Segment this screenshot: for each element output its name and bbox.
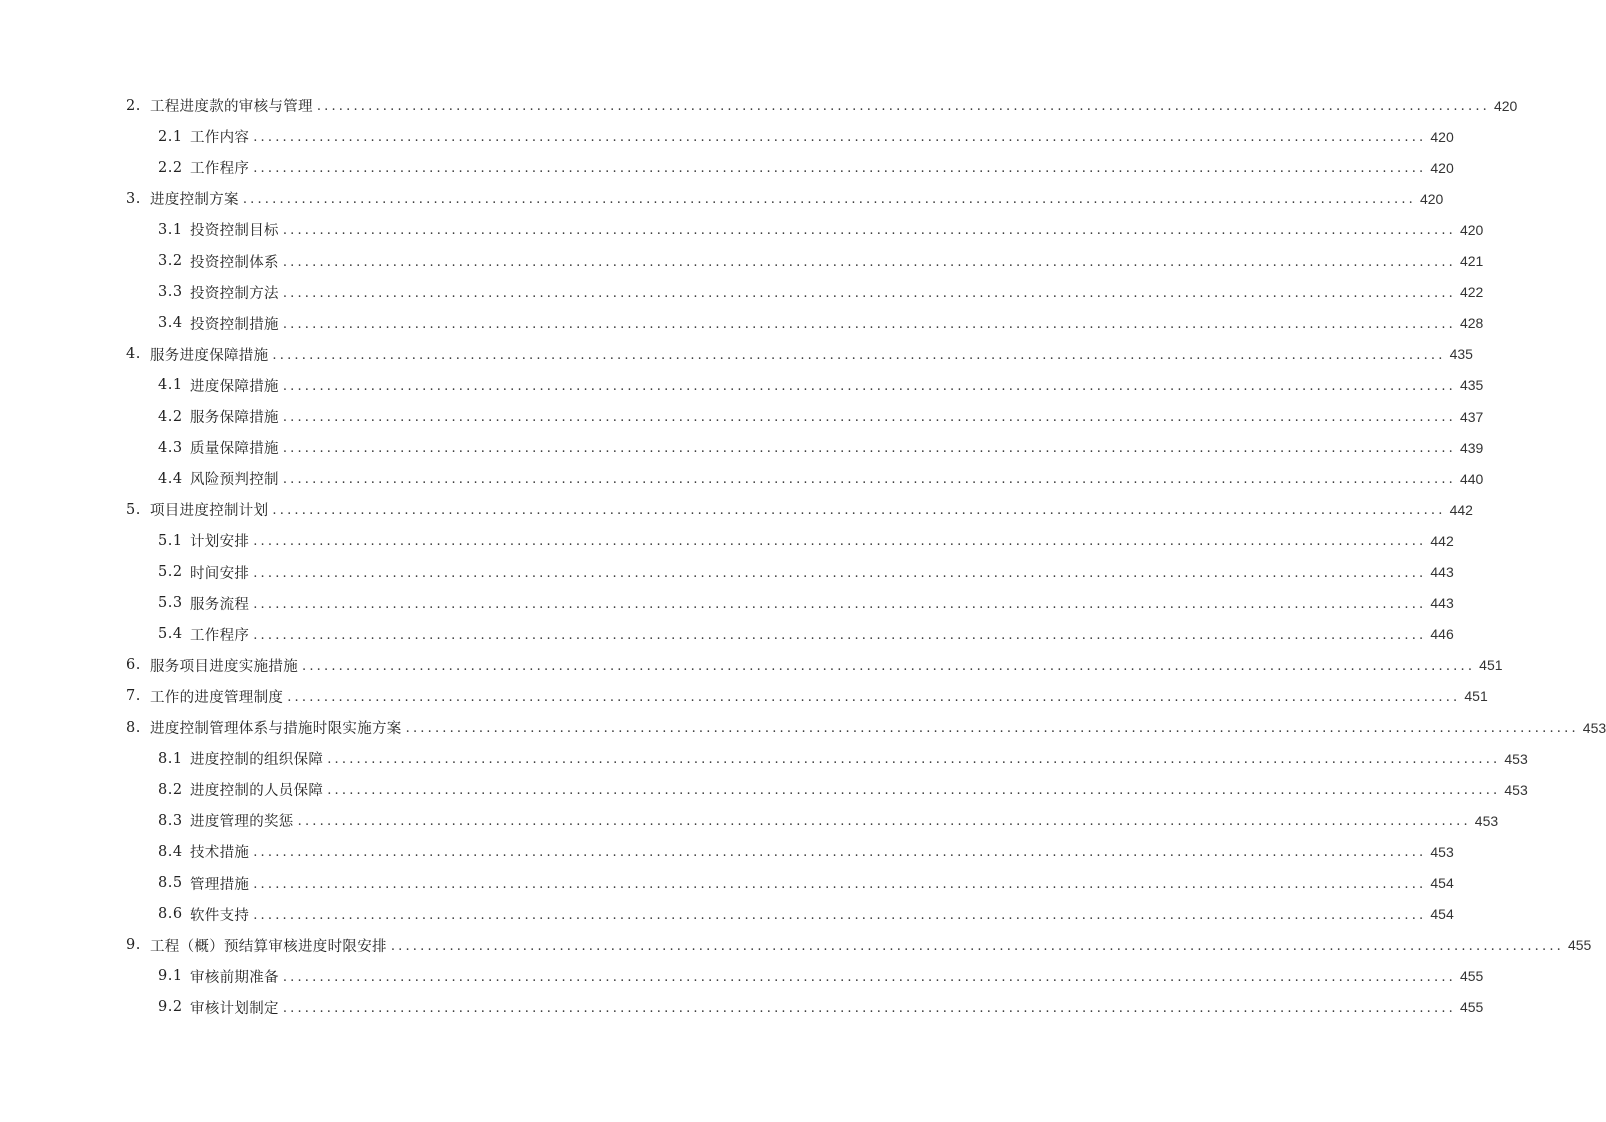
toc-entry-page-number: 442 <box>1449 501 1473 518</box>
toc-entry[interactable] <box>126 681 1488 712</box>
toc-entry-page-number: 435 <box>1449 346 1473 363</box>
toc-entry-page-number: 420 <box>1493 97 1518 114</box>
toc-entry-title: 工作内容 <box>190 130 250 147</box>
toc-entry-number: 5.3 <box>158 595 183 612</box>
toc-entry-title: 进度控制的人员保障 <box>190 783 324 800</box>
toc-entry[interactable] <box>158 992 1484 1023</box>
toc-entry-number: 6. <box>126 657 141 674</box>
toc-entry-page-number: 421 <box>1459 253 1484 269</box>
dot-leader: ................................................................................................................................................................ <box>253 161 1427 177</box>
toc-entry[interactable] <box>126 494 1473 525</box>
toc-entry-title: 软件支持 <box>190 907 250 924</box>
toc-entry-number: 2.1 <box>158 128 183 145</box>
toc-entry[interactable] <box>158 619 1454 650</box>
toc-entry[interactable] <box>158 277 1484 308</box>
toc-entry-title: 风险预判控制 <box>190 472 279 489</box>
toc-entry[interactable] <box>158 805 1499 836</box>
toc-entry-page-number: 455 <box>1459 968 1484 985</box>
toc-entry-page-number: 435 <box>1459 377 1484 394</box>
toc-entry-title: 投资控制方法 <box>190 285 279 302</box>
toc-entry-number: 9.1 <box>158 968 183 985</box>
toc-entry-page-number: 420 <box>1430 159 1454 176</box>
toc-entry-title: 项目进度控制计划 <box>150 503 269 520</box>
toc-entry-page-number: 454 <box>1430 906 1454 923</box>
toc-entry-title: 服务流程 <box>190 596 250 613</box>
toc-entry-title: 工作程序 <box>190 627 250 644</box>
toc-entry[interactable] <box>158 246 1484 277</box>
dot-leader: ................................................................................................................................................................ <box>242 192 1416 208</box>
toc-entry-title: 进度保障措施 <box>190 378 279 395</box>
toc-entry-title: 管理措施 <box>190 876 250 893</box>
toc-entry[interactable] <box>158 463 1484 494</box>
dot-leader: ................................................................................................................................................................ <box>282 472 1456 488</box>
toc-entry[interactable] <box>126 712 1606 743</box>
toc-entry-title: 服务项目进度实施措施 <box>150 658 298 675</box>
toc-entry[interactable] <box>158 432 1484 463</box>
toc-entry-page-number: 454 <box>1430 875 1454 891</box>
toc-entry-page-number: 453 <box>1430 843 1454 860</box>
toc-entry-number: 9.2 <box>158 999 183 1016</box>
toc-entry-page-number: 422 <box>1459 284 1484 301</box>
toc-entry-title: 质量保障措施 <box>190 441 279 458</box>
toc-entry-page-number: 451 <box>1479 657 1503 674</box>
toc-entry-page-number: 428 <box>1459 315 1484 332</box>
toc-entry-title: 工程进度款的审核与管理 <box>150 99 313 115</box>
toc-entry[interactable] <box>158 836 1454 867</box>
toc-entry-page-number: 420 <box>1419 190 1444 207</box>
toc-entry-number: 3.4 <box>158 315 183 332</box>
dot-leader: ................................................................................................................................................................ <box>282 1000 1456 1016</box>
toc-entry-title: 进度控制的组织保障 <box>190 752 324 769</box>
dot-leader: ................................................................................................................................................................ <box>272 347 1446 363</box>
toc-entry-number: 3. <box>126 190 141 207</box>
toc-entry[interactable] <box>158 774 1528 805</box>
toc-entry-page-number: 455 <box>1459 999 1484 1016</box>
toc-entry-number: 5.4 <box>158 626 183 643</box>
toc-entry[interactable] <box>158 899 1454 930</box>
toc-entry-title: 审核前期准备 <box>190 969 279 986</box>
toc-entry-number: 8.4 <box>158 843 183 860</box>
toc-entry-page-number: 455 <box>1567 937 1592 954</box>
dot-leader: ................................................................................................................................................................ <box>253 627 1427 643</box>
toc-entry[interactable] <box>158 743 1528 774</box>
dot-leader: ................................................................................................................................................................ <box>287 689 1461 705</box>
toc-entry-title: 审核计划制定 <box>190 1000 279 1017</box>
toc-entry[interactable] <box>158 401 1484 432</box>
dot-leader: ................................................................................................................................................................ <box>282 441 1456 457</box>
toc-entry[interactable] <box>158 557 1454 588</box>
toc-entry-page-number: 420 <box>1430 128 1454 145</box>
dot-leader: ................................................................................................................................................................ <box>253 565 1427 581</box>
toc-entry-number: 8.5 <box>158 875 183 891</box>
toc-entry-page-number: 453 <box>1504 781 1528 798</box>
toc-entry-title: 进度控制方案 <box>150 192 239 209</box>
toc-entry-title: 工作的进度管理制度 <box>150 689 284 706</box>
dot-leader: ................................................................................................................................................................ <box>282 969 1456 985</box>
dot-leader: ................................................................................................................................................................ <box>282 223 1456 239</box>
toc-entry-page-number: 437 <box>1459 408 1484 425</box>
toc-entry-title: 工程（概）预结算审核进度时限安排 <box>150 938 387 955</box>
toc-entry-number: 3.1 <box>158 221 183 238</box>
toc-entry-number: 4.2 <box>158 408 183 425</box>
toc-entry[interactable] <box>126 183 1444 214</box>
dot-leader: ................................................................................................................................................................ <box>253 907 1427 923</box>
toc-entry-title: 计划安排 <box>190 534 250 551</box>
toc-entry[interactable] <box>158 121 1454 152</box>
toc-entry-page-number: 446 <box>1430 626 1454 643</box>
toc-entry-page-number: 451 <box>1464 688 1488 705</box>
toc-entry-title: 时间安排 <box>190 565 250 582</box>
dot-leader: ................................................................................................................................................................ <box>253 596 1427 612</box>
toc-entry-number: 9. <box>126 937 141 954</box>
toc-entry[interactable] <box>126 930 1592 961</box>
toc-entry[interactable] <box>158 961 1484 992</box>
toc-entry-title: 服务保障措施 <box>190 410 279 426</box>
dot-leader: ................................................................................................................................................................ <box>272 503 1446 519</box>
dot-leader: ................................................................................................................................................................ <box>253 876 1427 892</box>
toc-entry[interactable] <box>158 370 1484 401</box>
toc-entry-page-number: 443 <box>1430 564 1454 580</box>
toc-entry[interactable] <box>126 650 1503 681</box>
toc-entry-title: 进度控制管理体系与措施时限实施方案 <box>150 721 402 737</box>
toc-entry-title: 投资控制措施 <box>190 316 279 333</box>
toc-entry-number: 4.4 <box>158 470 183 487</box>
toc-entry-title: 技术措施 <box>190 845 250 862</box>
toc-entry-title: 投资控制目标 <box>190 223 279 240</box>
toc-entry-number: 2.2 <box>158 159 183 176</box>
dot-leader: ................................................................................................................................................................ <box>282 410 1456 425</box>
toc-entry-number: 4.1 <box>158 377 183 394</box>
dot-leader: ................................................................................................................................................................ <box>282 378 1456 394</box>
toc-entry-page-number: 420 <box>1459 221 1484 238</box>
toc-entry-title: 服务进度保障措施 <box>150 347 269 364</box>
dot-leader: ................................................................................................................................................................ <box>297 814 1471 830</box>
toc-entry-number: 4.3 <box>158 439 183 456</box>
dot-leader: ................................................................................................................................................................ <box>282 316 1456 332</box>
toc-entry[interactable] <box>158 868 1454 899</box>
toc-entry-number: 4. <box>126 346 141 363</box>
dot-leader: ................................................................................................................................................................ <box>390 938 1564 954</box>
toc-entry-number: 5.1 <box>158 532 183 549</box>
toc-entry-number: 3.2 <box>158 253 183 269</box>
toc-entry[interactable] <box>158 214 1484 245</box>
toc-entry[interactable] <box>158 525 1454 556</box>
toc-entry-number: 8. <box>126 719 141 736</box>
toc-entry-title: 进度管理的奖惩 <box>190 814 294 831</box>
toc-entry-title: 工作程序 <box>190 161 250 178</box>
toc-entry-page-number: 443 <box>1430 595 1454 612</box>
toc-entry-page-number: 453 <box>1582 719 1606 736</box>
toc-entry-title: 投资控制体系 <box>190 254 279 271</box>
dot-leader: ................................................................................................................................................................ <box>302 658 1476 674</box>
dot-leader: ................................................................................................................................................................ <box>405 721 1579 736</box>
dot-leader: ................................................................................................................................................................ <box>253 534 1427 550</box>
toc-entry[interactable] <box>126 339 1473 370</box>
toc-entry-number: 3.3 <box>158 284 183 301</box>
toc-entry-page-number: 440 <box>1459 470 1484 487</box>
toc-entry-page-number: 439 <box>1459 439 1484 456</box>
dot-leader: ................................................................................................................................................................ <box>316 99 1490 114</box>
dot-leader: ................................................................................................................................................................ <box>327 752 1501 768</box>
toc-entry-number: 5.2 <box>158 564 183 580</box>
toc-entry-number: 8.2 <box>158 781 183 798</box>
toc-entry-number: 5. <box>126 501 141 518</box>
toc-entry[interactable] <box>126 90 1518 121</box>
toc-entry-number: 7. <box>126 688 141 705</box>
toc-entry-page-number: 453 <box>1474 812 1499 829</box>
dot-leader: ................................................................................................................................................................ <box>282 254 1456 270</box>
toc-entry-number: 2. <box>126 97 141 114</box>
toc-entry[interactable] <box>158 308 1484 339</box>
toc-entry-number: 8.6 <box>158 906 183 923</box>
toc-entry-number: 8.1 <box>158 750 183 767</box>
dot-leader: ................................................................................................................................................................ <box>253 130 1427 146</box>
toc-entry[interactable] <box>158 588 1454 619</box>
dot-leader: ................................................................................................................................................................ <box>327 783 1501 799</box>
toc-entry-page-number: 453 <box>1504 750 1528 767</box>
toc-entry-page-number: 442 <box>1430 532 1454 549</box>
toc-entry[interactable] <box>158 152 1454 183</box>
dot-leader: ................................................................................................................................................................ <box>282 285 1456 301</box>
dot-leader: ................................................................................................................................................................ <box>253 845 1427 861</box>
toc-entry-number: 8.3 <box>158 812 183 829</box>
